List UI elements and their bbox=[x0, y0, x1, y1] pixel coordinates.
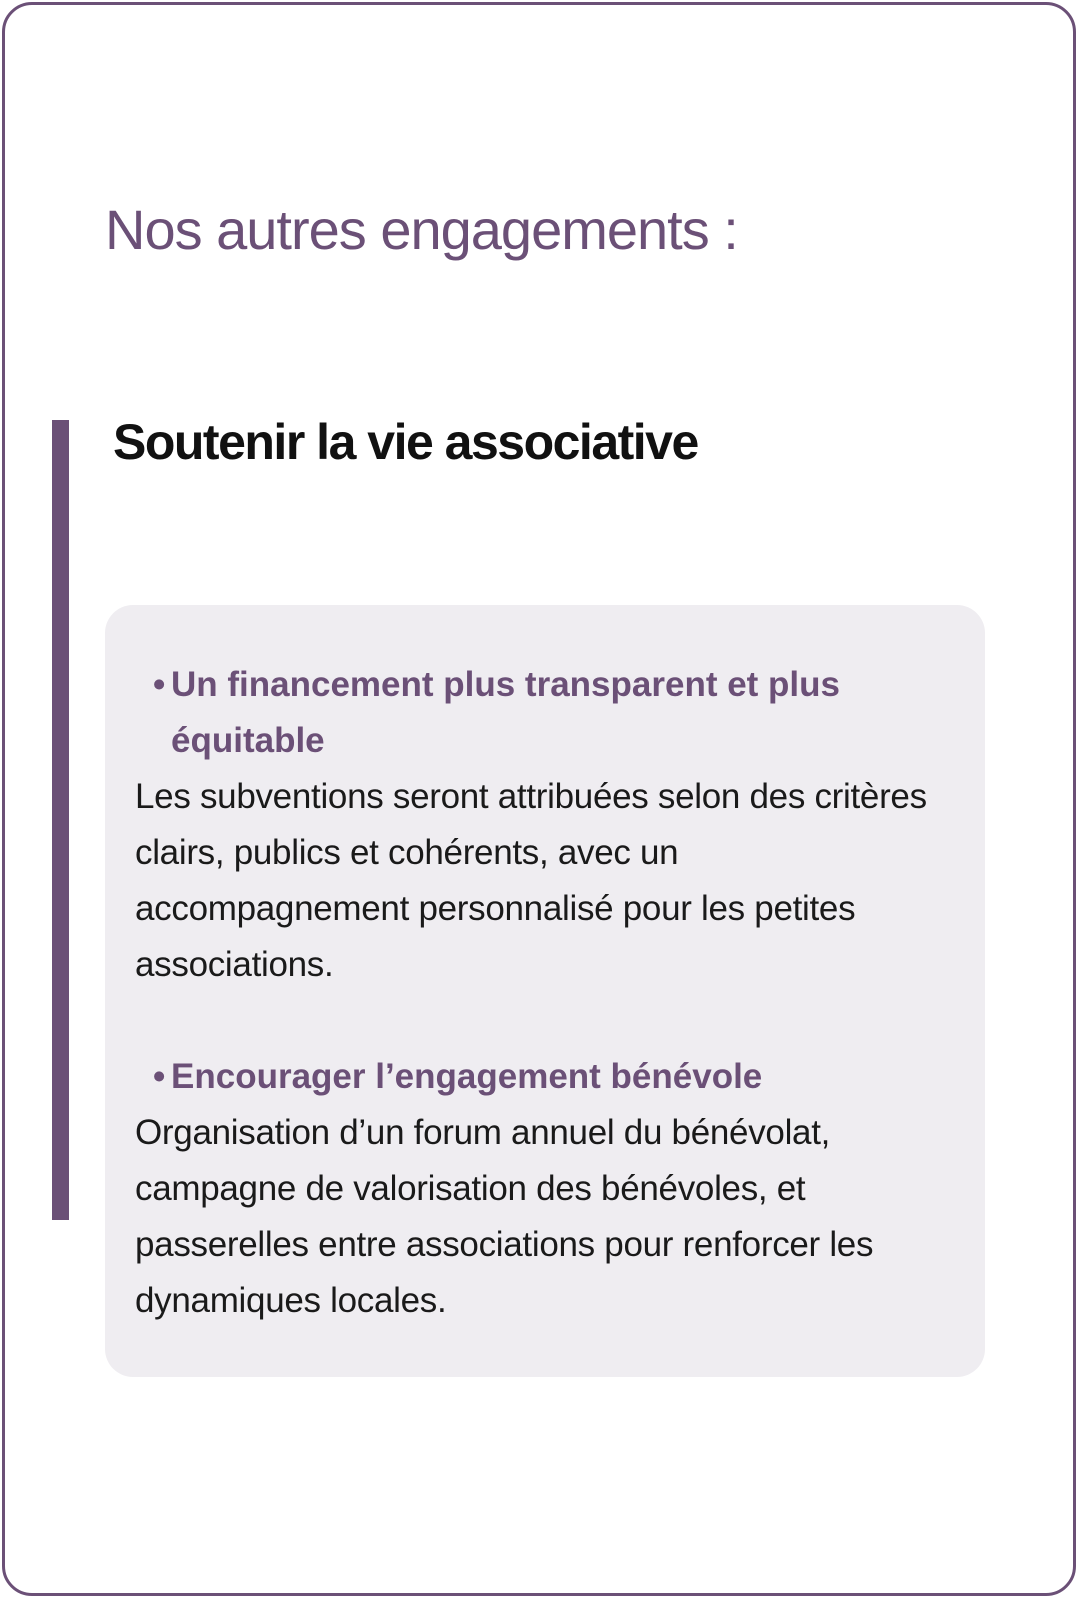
item-description: Organisation d’un forum annuel du bénévolat, campagne de valorisation des bénévoles, et passerelles entre associations pour renforcer les dynamiques locales. bbox=[135, 1113, 874, 1320]
item-title-text: Encourager l’engagement bénévole bbox=[171, 1057, 763, 1096]
bullet-icon: • bbox=[153, 1057, 166, 1096]
item-description: Les subventions seront attribuées selon des critères clairs, publics et cohérents, avec un accompagnement personnalisé pour les petites associations. bbox=[135, 777, 927, 984]
section-title: Soutenir la vie associative bbox=[113, 414, 698, 470]
section-accent-bar bbox=[52, 420, 69, 1220]
item-title bbox=[135, 657, 955, 769]
engagements-panel bbox=[105, 605, 985, 1377]
list-item bbox=[135, 657, 955, 993]
item-title-text: Un financement plus transparent et plus équitable bbox=[171, 665, 840, 760]
bullet-icon: • bbox=[153, 665, 166, 704]
engagements-card bbox=[2, 2, 1076, 1596]
page-heading: Nos autres engagements : bbox=[105, 198, 738, 261]
list-item bbox=[135, 1049, 955, 1329]
item-title bbox=[135, 1049, 955, 1105]
